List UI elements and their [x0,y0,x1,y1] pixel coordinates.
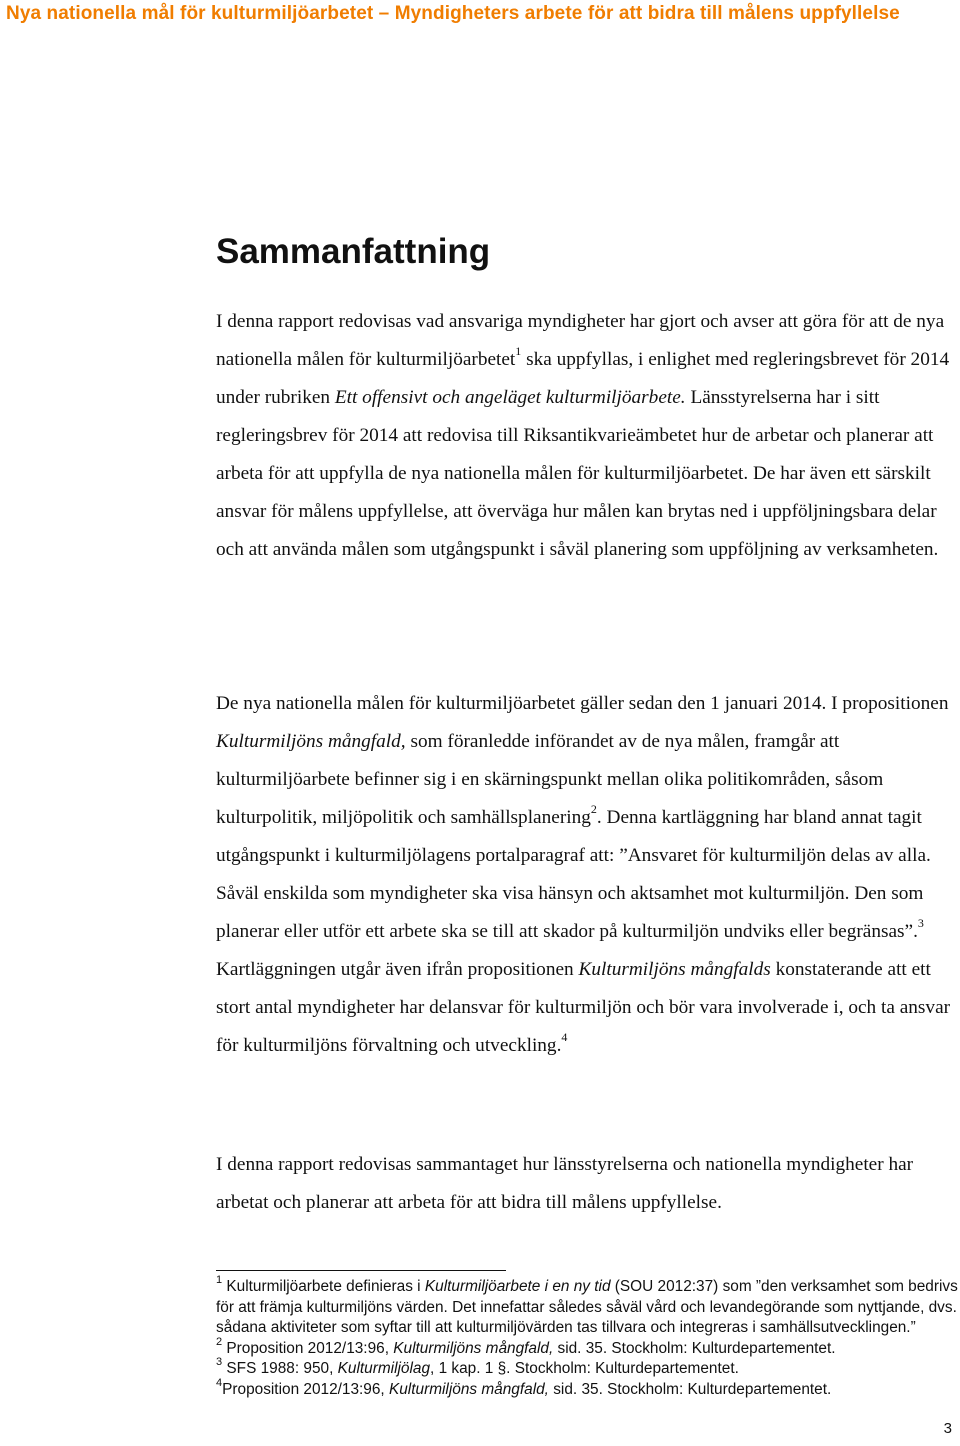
paragraph-text: I denna rapport redovisas vad ansvariga myndigheter har gjort och avser att göra för att de nya nationella målen för kulturmiljöarbetet [216,311,945,370]
footnote-text: Kulturmiljöarbete definieras i [222,1278,425,1295]
paragraph-text: Länsstyrelserna har i sitt regleringsbrev för 2014 att redovisa till Riksantikvarieämbetet hur de arbetar och planerar att arbeta för att uppfylla de nya nationella målen för kulturmiljöarbetet. De har även ett särskilt ansvar för målens uppfyllelse, att överväga hur målen kan brytas ned i uppföljningsbara delar och att använda målen som utgångspunkt i såväl planering som uppföljning av verksamheten. [216,387,939,560]
paragraph-text: . Denna kartläggning har bland annat tagit utgångspunkt i kulturmiljölagens portalparagraf att: ”Ansvaret för kulturmiljön delas av alla. Såväl enskilda som myndigheter ska visa hänsyn och aktsamhet mot kulturmiljön. Den som planerar eller utför ett arbete ska se till att skador på kulturmiljön undviks eller begränsas”. [216,807,931,942]
footnote-ref-3[interactable]: 3 [917,916,924,930]
paragraph-text: I denna rapport redovisas sammantaget hur länsstyrelserna och nationella myndigheter har arbetat och planerar att arbeta för att bidra till målens uppfyllelse. [216,1154,914,1213]
footnote-divider [216,1270,506,1271]
footnote-ref-1[interactable]: 1 [515,344,522,358]
footnote-number: 2 [216,1335,223,1348]
footnote-text: (SOU 2012:37) som ”den verksamhet som bedrivs för att främja kulturmiljöns värden. Det innefattar således såväl vård och levandegörande som nyttjande, dvs. sådana aktiviteter som syftar till att kulturmiljövärden tas tillvara och integreras i samhällsutvecklingen.” [216,1278,958,1337]
footnote-number: 3 [216,1356,223,1369]
footnote-italic: Kulturmiljöarbete i en ny tid [424,1278,611,1295]
footnote-ref-4[interactable]: 4 [561,1030,568,1044]
footnote-italic: Kulturmiljöns mångfald, [393,1339,554,1357]
paragraph-text: De nya nationella målen för kulturmiljöarbetet gäller sedan den 1 januari 2014. I propositionen [216,693,949,714]
paragraph-text: ska uppfyllas, i enlighet med regleringsbrevet för 2014 under rubriken [216,349,950,408]
footnote-number: 1 [216,1274,223,1286]
paragraph-text: konstaterande att ett stort antal myndigheter har delansvar för kulturmiljön och bör vara involverade i, och ta ansvar för kulturmiljöns förvaltning och utveckling. [216,959,951,1056]
paragraph-text: som föranledde införandet av de nya målen, framgår att kulturmiljöarbete befinner sig i en skärningspunkt mellan olika politikområden, såsom kulturpolitik, miljöpolitik och samhällsplanering [216,731,884,828]
footnote-italic: Kulturmiljöns mångfald, [388,1380,549,1398]
section-title: Sammanfattning [216,232,491,271]
footnote-4 [216,1376,960,1401]
footnote-3 [216,1356,960,1380]
italic-phrase: Kulturmiljöns mångfald, [216,731,406,752]
body-paragraph-1 [216,303,960,569]
body-paragraph-2 [216,685,960,1065]
footnote-text: sid. 35. Stockholm: Kulturdepartementet. [553,1339,836,1357]
italic-phrase: Kulturmiljöns mångfalds [578,959,771,980]
page-number: 3 [943,1420,952,1437]
footnote-text: Proposition 2012/13:96, [222,1339,394,1357]
footnote-ref-2[interactable]: 2 [590,802,597,816]
footnote-text: SFS 1988: 950, [222,1360,338,1378]
italic-phrase: Ett offensivt och angeläget kulturmiljöarbete. [334,387,686,408]
body-paragraph-3 [216,1146,960,1222]
footnote-italic: Kulturmiljölag [337,1360,431,1378]
footnote-text: , 1 kap. 1 §. Stockholm: Kulturdepartementet. [430,1360,739,1378]
paragraph-text: Kartläggningen utgår även ifrån propositionen [216,959,579,980]
footnote-text: Proposition 2012/13:96, [222,1380,389,1398]
footnote-number: 4 [216,1376,223,1389]
footnote-text: sid. 35. Stockholm: Kulturdepartementet. [548,1380,832,1398]
running-header: Nya nationella mål för kulturmiljöarbetet – Myndigheters arbete för att bidra till målens uppfyllelse [6,3,900,24]
footnote-1 [216,1274,960,1339]
footnote-2 [216,1335,960,1360]
footnotes [216,1274,960,1401]
